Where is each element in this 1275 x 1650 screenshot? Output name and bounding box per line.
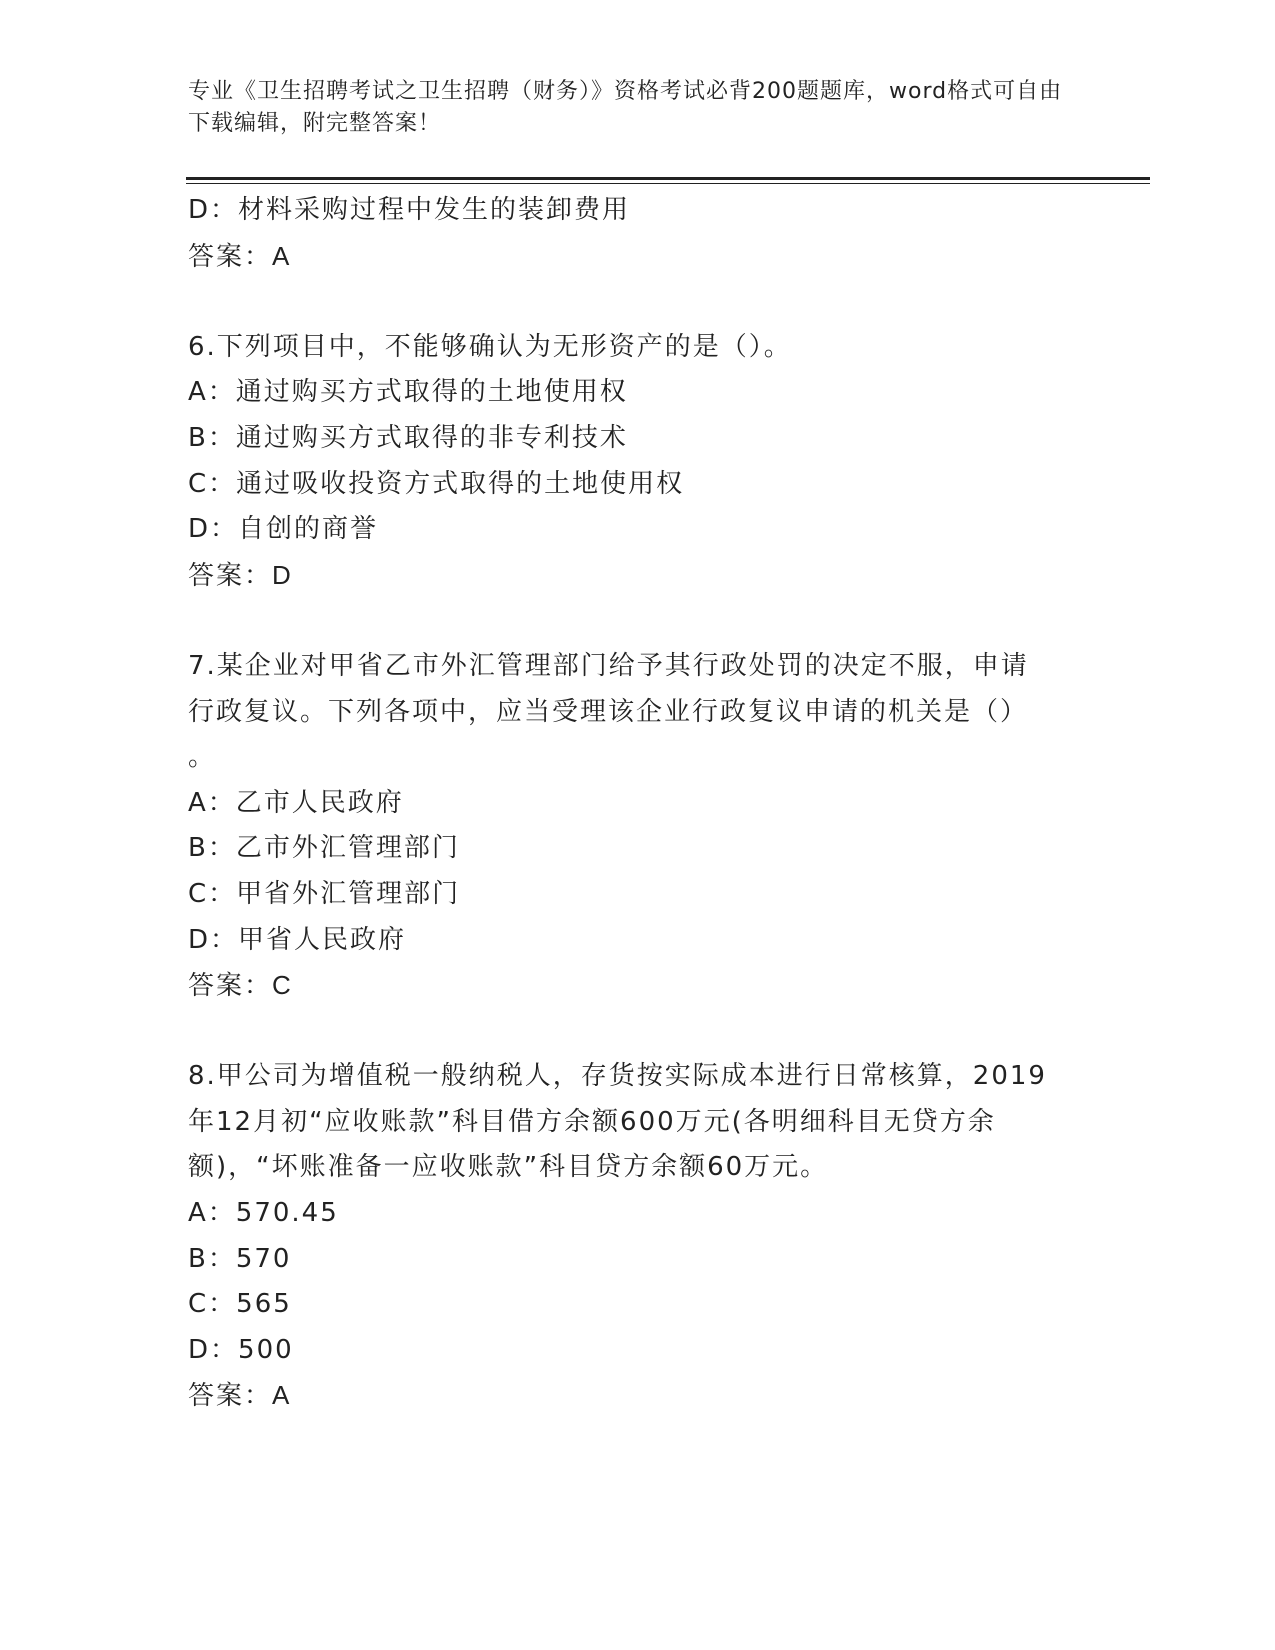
option-a: A：570.45 <box>188 1198 339 1229</box>
header-divider-thin <box>186 183 1150 184</box>
answer-line: 答案：A <box>188 1380 292 1411</box>
question-6 <box>188 325 1068 599</box>
option-b: B：乙市外汇管理部门 <box>188 833 460 864</box>
answer-line: 答案：A <box>188 240 292 271</box>
question-stem: 6.下列项目中，不能够确认为无形资产的是（）。 <box>188 331 792 362</box>
option-a: A：乙市人民政府 <box>188 787 404 818</box>
question-stem-line: 行政复议。下列各项中，应当受理该企业行政复议申请的机关是（） <box>188 696 1029 727</box>
question-stem-line: 额)，“坏账准备一应收账款”科目贷方余额60万元。 <box>188 1152 829 1183</box>
option-b: B：通过购买方式取得的非专利技术 <box>188 422 628 453</box>
header-divider-thick <box>186 177 1150 180</box>
question-8 <box>188 1054 1068 1419</box>
option-b: B：570 <box>188 1243 292 1274</box>
answer-line: 答案：C <box>188 970 293 1001</box>
answer-line: 答案：D <box>188 559 293 590</box>
header-text: 专业《卫生招聘考试之卫生招聘（财务）》资格考试必背200题题库，word格式可自由下载编辑，附完整答案！ <box>188 79 1063 136</box>
spacer <box>188 1009 1068 1055</box>
option-c: C：通过吸收投资方式取得的土地使用权 <box>188 468 685 499</box>
spacer <box>188 598 1068 644</box>
document-header <box>188 76 1068 140</box>
spacer <box>188 279 1068 325</box>
question-stem-line: 7.某企业对甲省乙市外汇管理部门给予其行政处罚的决定不服，申请 <box>188 650 1029 681</box>
option-c: C：565 <box>188 1289 292 1320</box>
question-stem-line: 年12月初“应收账款”科目借方余额600万元(各明细科目无贷方余 <box>188 1106 996 1137</box>
question-stem-line: 8.甲公司为增值税一般纳税人，存货按实际成本进行日常核算，2019 <box>188 1061 1047 1092</box>
option-d: D：500 <box>188 1334 294 1365</box>
option-d: D：自创的商誉 <box>188 514 379 545</box>
option-d: D：甲省人民政府 <box>188 924 407 955</box>
option-d: D：材料采购过程中发生的装卸费用 <box>188 195 631 225</box>
question-list <box>188 188 1068 1419</box>
option-c: C：甲省外汇管理部门 <box>188 878 461 909</box>
question-7 <box>188 644 1068 1009</box>
question-stem-line: 。 <box>188 742 217 773</box>
option-a: A：通过购买方式取得的土地使用权 <box>188 377 628 408</box>
